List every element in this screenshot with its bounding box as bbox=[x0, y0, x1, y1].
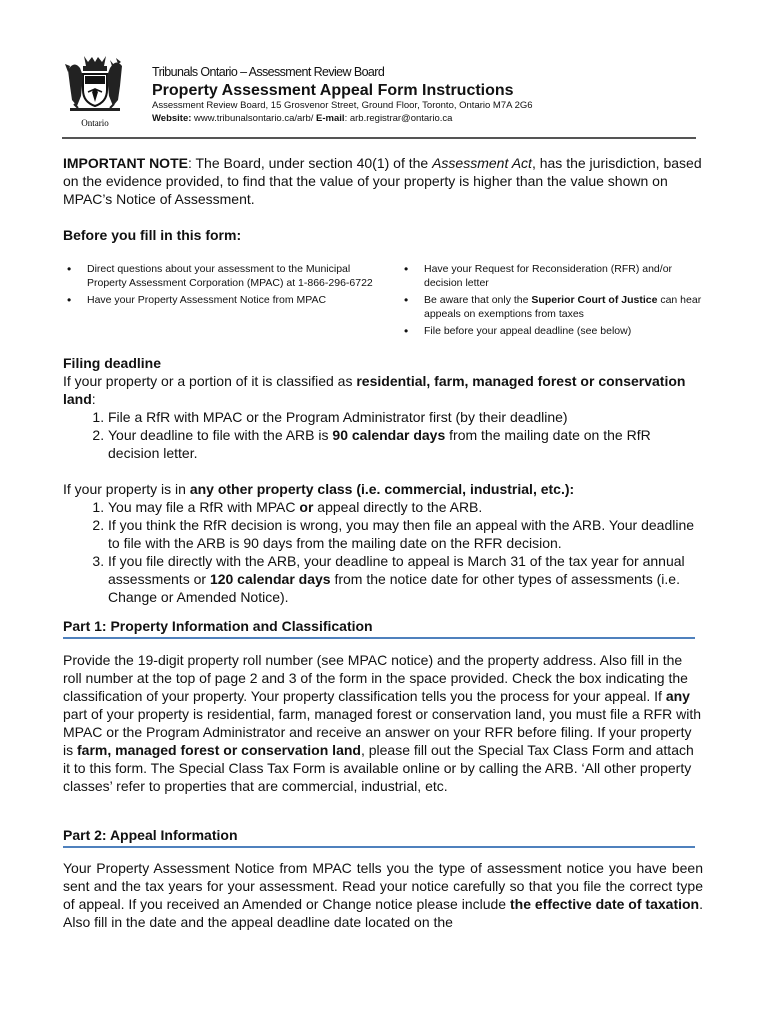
website-link[interactable]: www.tribunalsontario.ca/arb/ bbox=[191, 112, 317, 124]
email-link[interactable]: : arb.registrar@ontario.ca bbox=[344, 112, 453, 124]
list-item: 1. File a RfR with MPAC or the Program Administrator first (by their deadline) bbox=[108, 408, 703, 426]
list-item: • Direct questions about your assessment to the Municipal Property Assessment Corporation (MPAC) at 1-866-296-6722 bbox=[67, 262, 377, 290]
important-note: IMPORTANT NOTE: The Board, under section 40(1) of the Assessment Act, has the jurisdiction, based on the evidence provided, to find that the value of your property is higher than the value shown on MPAC’s Notice of Assessment. bbox=[63, 155, 702, 207]
contact-line bbox=[152, 113, 712, 126]
list-item: 3. If you file directly with the ARB, your deadline to appeal is March 31 of the tax year for annual assessments or 120 calendar days from the notice date for other types of assessments (i.e. Change or Amended Notice). bbox=[108, 552, 703, 606]
other-class-intro: If your property is in any other property class (i.e. commercial, industrial, etc.): bbox=[63, 481, 575, 497]
other-class-steps bbox=[63, 498, 703, 606]
assessment-act: Assessment Act bbox=[432, 155, 532, 171]
ontario-logo bbox=[62, 52, 128, 130]
residential-steps bbox=[63, 408, 703, 462]
coat-of-arms-icon bbox=[62, 52, 128, 130]
important-label: IMPORTANT NOTE bbox=[63, 155, 188, 171]
filing-deadline-section bbox=[63, 354, 703, 606]
board-address: Assessment Review Board, 15 Grosvenor Street, Ground Floor, Toronto, Ontario M7A 2G6 bbox=[152, 100, 533, 111]
email-label: E-mail bbox=[316, 112, 345, 124]
logo-wordmark: Ontario bbox=[81, 118, 109, 128]
part2-heading: Part 2: Appeal Information bbox=[63, 827, 695, 848]
list-item: • File before your appeal deadline (see below) bbox=[404, 324, 704, 338]
bullet-list-left bbox=[67, 262, 377, 310]
organization-name: Tribunals Ontario – Assessment Review Board bbox=[152, 65, 385, 79]
list-item: 1. You may file a RfR with MPAC or appeal directly to the ARB. bbox=[108, 498, 703, 516]
bullet-list-right bbox=[404, 262, 704, 341]
part1-heading: Part 1: Property Information and Classification bbox=[63, 618, 695, 639]
part2-body: Your Property Assessment Notice from MPAC tells you the type of assessment notice you have been sent and the tax years for your assessment. Read your notice carefully so that you file the correct type of appeal. If you received an Amended or Change notice please include the effective date of taxation. Also fill in the date and the appeal deadline date located on the bbox=[63, 860, 703, 930]
list-item: • Have your Request for Reconsideration (RFR) and/or decision letter bbox=[404, 262, 704, 290]
filing-intro: If your property or a portion of it is classified as residential, farm, managed forest or conservation land: bbox=[63, 373, 686, 407]
before-heading: Before you fill in this form: bbox=[63, 227, 242, 243]
list-item: 2. Your deadline to file with the ARB is 90 calendar days from the mailing date on the RfR decision letter. bbox=[108, 426, 703, 462]
list-item: • Have your Property Assessment Notice from MPAC bbox=[67, 293, 377, 307]
part1-body: Provide the 19-digit property roll number (see MPAC notice) and the property address. Also fill in the roll number at the top of page 2 and 3 of the form in the space provided. Check the box indicating the classification of your property. Your property classification tells you the process for your appeal. If any part of your property is residential, farm, managed forest or conservation land, you must file a RFR with MPAC or the Program Administrator and receive an answer on your RFR before filing. If your property is farm, managed forest or conservation land, please fill out the Special Tax Class Form and attach it to this form. The Special Class Tax Form is available online or by calling the ARB. ‘All other property classes’ refer to properties that are commercial, industrial, etc. bbox=[63, 652, 702, 794]
filing-heading: Filing deadline bbox=[63, 355, 162, 371]
page-header bbox=[152, 64, 712, 125]
page-title: Property Assessment Appeal Form Instructions bbox=[152, 82, 514, 99]
list-item: • Be aware that only the Superior Court of Justice can hear appeals on exemptions from taxes bbox=[404, 293, 704, 321]
list-item: 2. If you think the RfR decision is wrong, you may then file an appeal with the ARB. Your deadline to file with the ARB is 90 days from the mailing date on the RFR decision. bbox=[108, 516, 703, 552]
header-divider bbox=[62, 137, 696, 139]
website-label: Website: bbox=[152, 112, 192, 124]
